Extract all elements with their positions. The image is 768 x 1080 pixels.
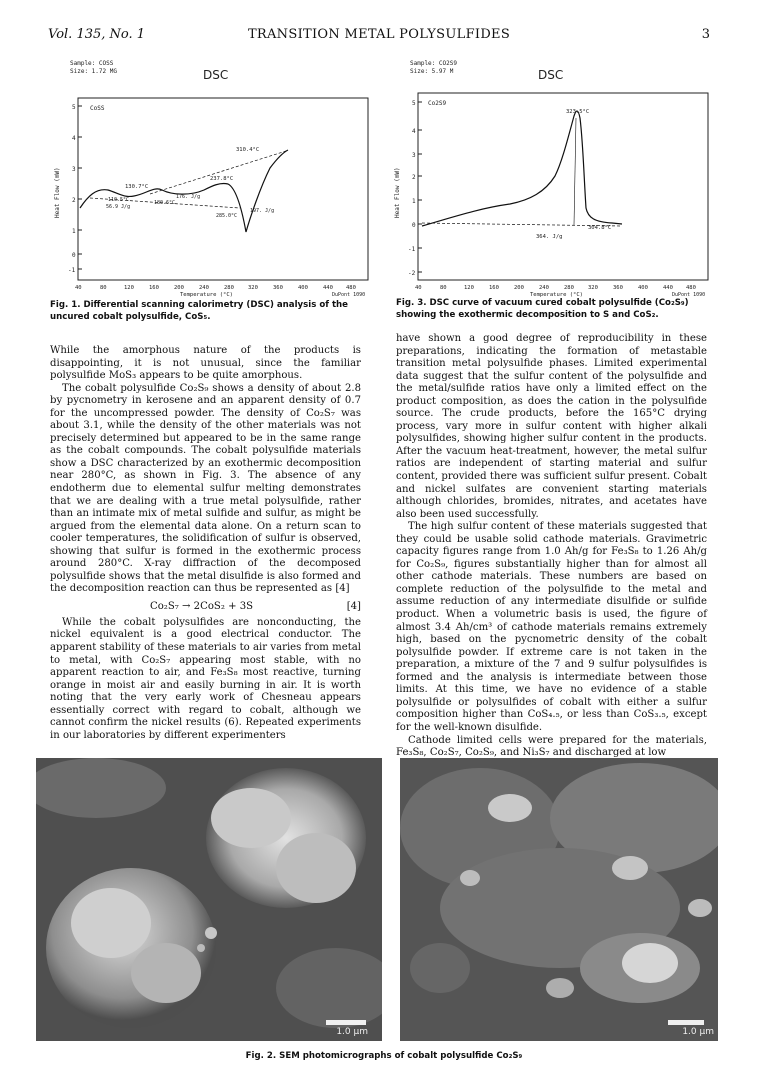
x-tick-label: 360 <box>613 285 623 291</box>
x-ticks <box>75 285 356 291</box>
x-tick-label: 400 <box>298 285 308 291</box>
x-tick-label: 480 <box>346 285 356 291</box>
size-label: Size: 1.72 MG <box>70 68 117 75</box>
method-label: DSC <box>538 68 564 82</box>
paragraph: While the amorphous nature of the products is disappointing, it is not unusual, since the familiar polysulfide MoS₃ appears to be quite amorphous. <box>50 345 361 382</box>
x-tick-label: 80 <box>100 285 107 291</box>
dsc-trace <box>422 111 622 226</box>
paragraph: Cathode limited cells were prepared for the materials, Fe₃S₈, Co₂S₇, Co₂S₉, and Ni₃S₇ and discharged at low <box>396 734 707 759</box>
y-tick-label: 4 <box>412 128 416 135</box>
sem-photo-left <box>36 758 382 1041</box>
x-tick-label: 360 <box>273 285 283 291</box>
peak-annotation: 56.9 J/g <box>106 204 131 210</box>
y-tick-label: -1 <box>408 246 416 253</box>
peak-annotation: 285.0°C <box>216 213 238 219</box>
y-tick-label: 5 <box>72 104 76 111</box>
x-tick-label: 160 <box>149 285 159 291</box>
x-ticks <box>415 285 696 291</box>
x-tick-label: 80 <box>440 285 447 291</box>
plot-frame <box>78 98 368 280</box>
sem-photo-right <box>400 758 718 1041</box>
y-tick-label: 4 <box>72 135 76 142</box>
y-tick-label: 2 <box>412 174 416 181</box>
equation-number: [4] <box>346 600 361 612</box>
peak-annotation: 130.7°C <box>125 184 149 190</box>
x-tick-label: 200 <box>174 285 184 291</box>
peak-annotation: 364. J/g <box>536 234 563 240</box>
x-tick-label: 40 <box>75 285 82 291</box>
y-tick-label: -1 <box>68 267 76 274</box>
paragraph: While the cobalt polysulfides are nonconducting, the nickel equivalent is a good electrical conductor. The apparent stability of these materials to air varies from metal to metal, with Co₂S₇ appearing most stable, with no apparent reaction to air, and Fe₃S₈ most reactive, turning orange in moist air and easily burning in air. It is worth noting that the very early work of Chesneau appears essentially correct with regard to cobalt, although we cannot confirm the nickel results (6). Repeated experiments in our laboratories by different experimenters <box>50 616 361 741</box>
y-ticks <box>408 100 422 277</box>
equation-body: Co₂S₇ → 2CoS₂ + 3S <box>150 600 254 612</box>
trace-label: CoSS <box>90 105 105 112</box>
peak-annotation: 176. J/g <box>176 194 201 200</box>
y-tick-label: 3 <box>412 152 416 159</box>
y-axis-label: Heat Flow (mW) <box>394 167 401 218</box>
running-title: TRANSITION METAL POLYSULFIDES <box>247 27 511 42</box>
peak-annotation: 110.5°C <box>108 197 130 203</box>
paragraph: The cobalt polysulfide Co₂S₉ shows a density of about 2.8 by pycnometry in kerosene and an apparent density of 0.7 for the uncompressed powder. The density of Co₂S₇ was about 3.1, while the density of the other materials was not precisely determined but appeared to be in the same range as the cobalt compounds. The cobalt polysulfide materials show a DSC characterized by an exothermic decomposition near 280°C, as shown in Fig. 3. The absence of any endotherm due to elemental sulfur melting demonstrates that we are dealing with a true metal polysulfide, rather than an intimate mix of metal sulfide and sulfur, as might be argued from the elemental data alone. On a return scan to cooler temperatures, the solidification of sulfur is observed, showing that sulfur is formed in the exothermic process around 280°C. X-ray diffraction of the decomposed polysulfide shows that the metal disulfide is also formed and the decomposition reaction can thus be represented as [4] <box>50 382 361 595</box>
x-tick-label: 120 <box>464 285 474 291</box>
peak-annotation: 180.6°C <box>154 200 176 206</box>
fig2-caption: Fig. 2. SEM photomicrographs of cobalt polysulfide Co₂S₉ <box>245 1051 523 1061</box>
fig3-caption: Fig. 3. DSC curve of vacuum cured cobalt polysulfide (Co₂S₉) showing the exothermic decomposition to S and CoS₂. <box>396 298 689 320</box>
peak-annotation: 237.8°C <box>210 176 234 182</box>
dsc-plot-fig1 <box>50 58 370 298</box>
page-number: 3 <box>701 27 710 42</box>
x-tick-label: 480 <box>686 285 696 291</box>
peak-annotation: 304.8°C <box>588 225 612 231</box>
plot-frame <box>418 93 708 280</box>
y-tick-label: 1 <box>72 228 76 235</box>
sample-label: Sample: CO2S9 <box>410 60 457 67</box>
scale-bar-label: 1.0 μm <box>682 1027 714 1037</box>
x-tick-label: 320 <box>248 285 258 291</box>
y-tick-label: 0 <box>412 222 416 229</box>
x-tick-label: 120 <box>124 285 134 291</box>
dsc-trace <box>80 150 288 232</box>
left-text-column <box>50 345 361 742</box>
right-text-column <box>396 333 707 760</box>
x-tick-label: 160 <box>489 285 499 291</box>
x-tick-label: 280 <box>564 285 574 291</box>
y-tick-label: -2 <box>408 270 416 277</box>
y-tick-label: 1 <box>412 198 416 205</box>
sample-label: Sample: COSS <box>70 60 114 67</box>
x-tick-label: 400 <box>638 285 648 291</box>
paragraph: have shown a good degree of reproducibility in these preparations, indicating the formation of metastable transition metal polysulfide phases. Limited experimental data suggest that the sulfur content of the polysulfide and the metal/sulfide ratios have only a limited effect on the product composition, as does the cation in the polysulfide source. The crude products, before the 165°C drying process, vary more in sulfur content with higher alkali polysulfides, showing higher sulfur content in the products. After the vacuum heat-treatment, however, the metal sulfur ratios are independent of starting material and sulfur content, provided there was sufficient sulfur present. Cobalt and nickel sulfates are convenient starting materials although chlorides, bromides, nitrates, and acetates have also been used successfully. <box>396 333 707 520</box>
x-axis-label: Temperature (°C) <box>530 292 583 298</box>
x-tick-label: 440 <box>663 285 673 291</box>
x-tick-label: 440 <box>323 285 333 291</box>
y-tick-label: 2 <box>72 197 76 204</box>
dsc-baseline <box>150 151 286 194</box>
x-tick-label: 240 <box>539 285 549 291</box>
fig1-caption: Fig. 1. Differential scanning calorimetry (DSC) analysis of the uncured cobalt polysulfide, CoS₅. <box>50 300 349 322</box>
y-tick-label: 5 <box>412 100 416 107</box>
trace-label: Co2S9 <box>428 100 447 107</box>
journal-volume: Vol. 135, No. 1 <box>48 27 146 42</box>
x-tick-label: 240 <box>199 285 209 291</box>
x-tick-label: 320 <box>588 285 598 291</box>
peak-annotation: 323.5°C <box>566 109 590 115</box>
peak-annotation: 197. J/g <box>250 208 275 214</box>
y-tick-label: 0 <box>72 252 76 259</box>
x-tick-label: 280 <box>224 285 234 291</box>
dsc-plot-fig3 <box>390 58 710 298</box>
peak-annotation: 310.4°C <box>236 147 260 153</box>
y-ticks <box>68 104 82 274</box>
equation <box>50 596 361 617</box>
x-tick-label: 200 <box>514 285 524 291</box>
running-header <box>48 27 710 47</box>
paragraph: The high sulfur content of these materials suggested that they could be usable solid cathode materials. Gravimetric capacity figures range from 1.0 Ah/g for Fe₃S₈ to 1.26 Ah/g for Co₂S₉, figures substantially higher than for almost all other cathode materials. These numbers are based on complete reduction of the polysulfide to the metal and assume reduction of any intermediate disulfide or sulfide product. When a volumetric basis is used, the figure of almost 3.4 Ah/cm³ of cathode materials remains extremely high, based on the pycnometric density of the cobalt polysulfide powder. If extreme care is not taken in the preparation, a mixture of the 7 and 9 sulfur polysulfides is formed and the analysis is intermediate between those limits. At this time, we have no evidence of a stable polysulfide or polysulfides of cobalt with either a sulfur composition higher than CoS₄.₅, or less than CoS₃.₅, except for the well-known disulfide. <box>396 521 707 733</box>
instrument-label: DuPont 1090 <box>672 292 706 298</box>
instrument-label: DuPont 1090 <box>332 292 366 298</box>
x-axis-label: Temperature (°C) <box>180 292 233 298</box>
y-tick-label: 3 <box>72 166 76 173</box>
size-label: Size: 5.97 M <box>410 68 454 75</box>
y-axis-label: Heat Flow (mW) <box>54 167 61 218</box>
peak-drop-line <box>574 118 576 225</box>
scale-bar-label: 1.0 μm <box>336 1027 368 1037</box>
method-label: DSC <box>203 68 229 82</box>
x-tick-label: 40 <box>415 285 422 291</box>
